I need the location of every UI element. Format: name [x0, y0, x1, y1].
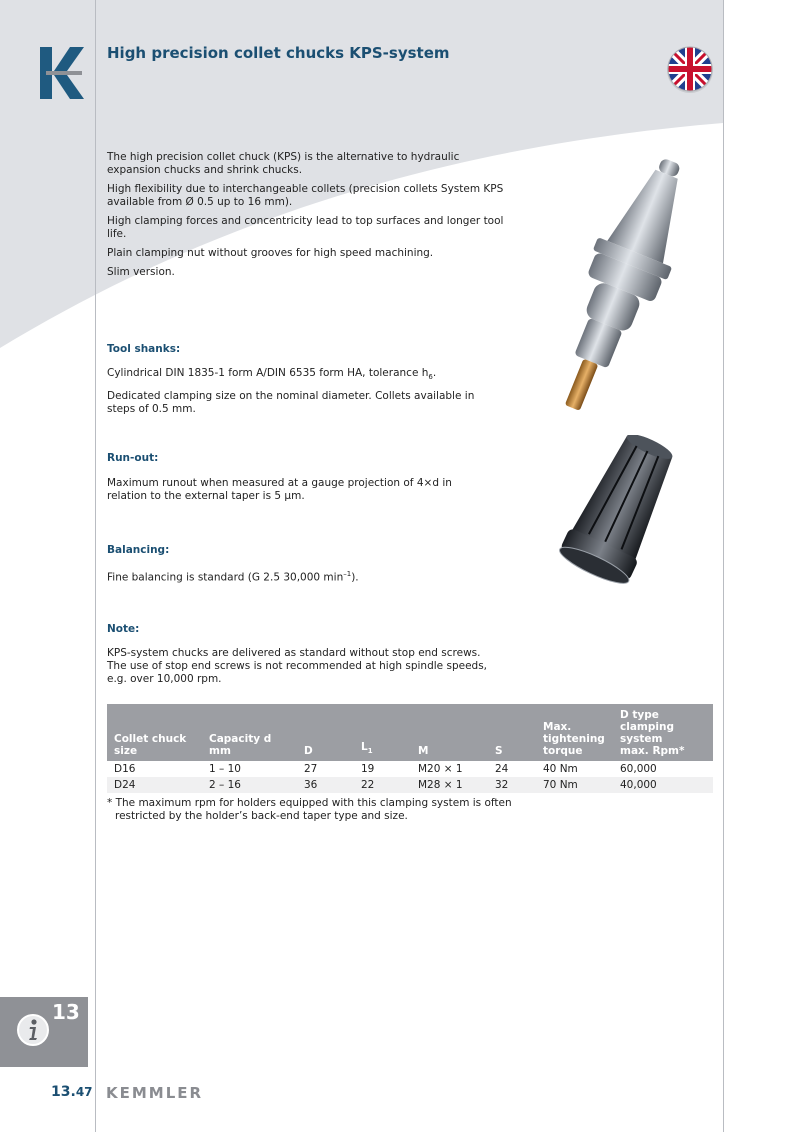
run-out-heading: Run-out: [107, 452, 159, 464]
collet-image [550, 435, 685, 585]
note-line: e.g. over 10,000 rpm. [107, 673, 222, 685]
intro-paragraph: High clamping forces and concentricity lead to top surfaces and longer tool life. [107, 215, 504, 240]
header-line: tightening [543, 733, 605, 745]
footnote-line: * The maximum rpm for holders equipped with this clamping system is often [107, 797, 512, 809]
note-heading: Note: [107, 623, 140, 635]
tolerance-subscript: 6 [428, 373, 433, 382]
col-header-size [107, 704, 202, 761]
col-header-s: S [488, 704, 536, 761]
cell-size: D16 [114, 763, 136, 775]
header-line: size [114, 745, 138, 757]
text-span: Cylindrical DIN 1835-1 form A/DIN 6535 form HA, tolerance h [107, 367, 429, 379]
header-line: mm [209, 745, 231, 757]
left-margin-rule [95, 0, 96, 1132]
brand-name: KEMMLER [106, 1084, 204, 1102]
run-out-body [107, 477, 477, 509]
header-text: L [361, 740, 368, 753]
col-header-torque [536, 704, 613, 761]
col-header-d: D [297, 704, 354, 761]
col-header-capacity [202, 704, 297, 761]
uk-flag-icon[interactable] [666, 45, 714, 93]
page-number-sub: 47 [75, 1085, 93, 1099]
info-icon[interactable] [16, 1013, 50, 1047]
note-body [107, 647, 497, 686]
page-number [51, 1084, 93, 1100]
intro-paragraph: Plain clamping nut without grooves for high speed machining. [107, 247, 434, 259]
header-line: max. Rpm* [620, 745, 685, 757]
col-header-rpm [613, 704, 713, 761]
chapter-number: 13 [52, 1000, 80, 1024]
run-out-paragraph: Maximum runout when measured at a gauge projection of 4×d in relation to the external taper is 5 µm. [107, 477, 452, 502]
header-line: D type [620, 709, 659, 721]
col-header-m: M [411, 704, 488, 761]
tool-shanks-heading: Tool shanks: [107, 343, 181, 355]
header-line: clamping system [620, 721, 674, 745]
cell-m: M28 × 1 [411, 777, 488, 793]
header-line: Collet chuck [114, 733, 187, 745]
note-line: The use of stop end screws is not recommended at high spindle speeds, [107, 660, 487, 672]
balancing-heading: Balancing: [107, 544, 170, 556]
note-paragraph [107, 647, 497, 686]
header-line: Capacity d [209, 733, 272, 745]
tool-holder-image [522, 150, 717, 425]
intro-paragraph: The high precision collet chuck (KPS) is the alternative to hydraulic expansion chucks and shrink chucks. [107, 151, 460, 176]
header-line: Max. [543, 721, 572, 733]
cell-l1: 22 [354, 777, 411, 793]
cell-l1: 19 [361, 763, 375, 775]
page-title: High precision collet chucks KPS-system [107, 44, 450, 62]
note-line: KPS-system chucks are delivered as standard without stop end screws. [107, 647, 481, 659]
cell-torque: 40 Nm [543, 763, 578, 775]
tool-shanks-body [107, 367, 497, 422]
tool-shanks-paragraph: Dedicated clamping size on the nominal diameter. Collets available in steps of 0.5 mm. [107, 390, 475, 416]
table-footnote [107, 797, 527, 823]
balancing-paragraph [107, 568, 497, 585]
tool-shanks-paragraph [107, 367, 497, 384]
cell-s: 24 [495, 763, 509, 775]
page-number-main: 13. [51, 1084, 76, 1100]
col-header-l1 [354, 704, 411, 761]
text-span: Fine balancing is standard (G 2.5 30,000 min [107, 571, 344, 584]
cell-capacity: 2 – 16 [202, 777, 297, 793]
cell-torque: 70 Nm [536, 777, 613, 793]
cell-capacity: 1 – 10 [209, 763, 241, 775]
intro-paragraph: High flexibility due to interchangeable collets (precision collets System KPS available from Ø 0.5 up to 16 mm). [107, 183, 504, 208]
text-span: . [432, 367, 437, 379]
intro-text [107, 151, 507, 285]
table-row [107, 777, 713, 793]
kemmler-logo [40, 47, 84, 99]
table-row [107, 761, 713, 777]
cell-d: 27 [304, 763, 318, 775]
cell-rpm: 40,000 [613, 777, 713, 793]
header-subscript: 1 [367, 747, 373, 755]
header-line: torque [543, 745, 583, 757]
spec-table [107, 704, 713, 793]
cell-s: 32 [488, 777, 536, 793]
text-span: ). [351, 571, 359, 584]
table-header-row [107, 704, 713, 761]
unit-superscript: –1 [343, 570, 352, 578]
footnote-line: restricted by the holder’s back-end taper type and size. [115, 810, 408, 822]
intro-paragraph: Slim version. [107, 266, 175, 278]
cell-d: 36 [297, 777, 354, 793]
right-margin-rule [723, 0, 724, 1132]
cell-rpm: 60,000 [620, 763, 657, 775]
cell-size: D24 [107, 777, 202, 793]
balancing-body [107, 568, 497, 591]
cell-m: M20 × 1 [418, 763, 463, 775]
